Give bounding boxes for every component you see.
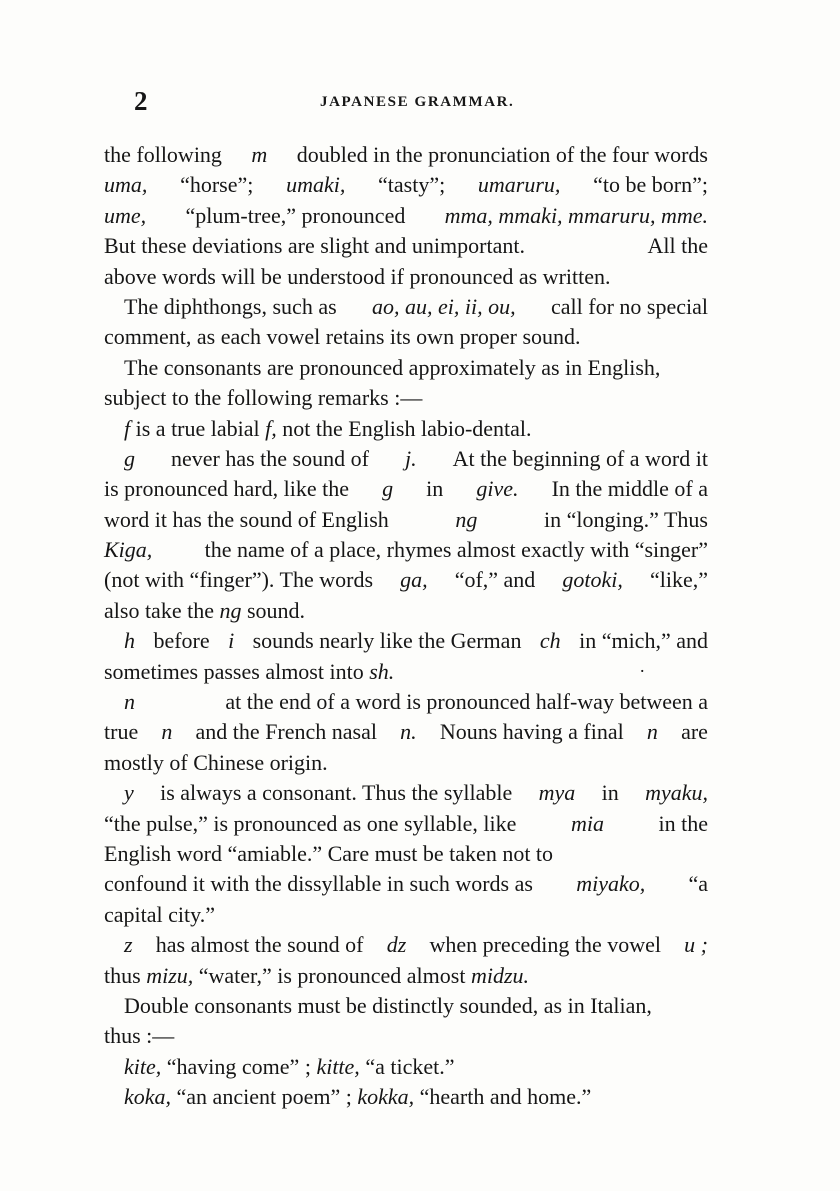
- italic-term: mya: [538, 780, 576, 806]
- text-segment: when preceding the vowel: [429, 932, 661, 958]
- text-line: [104, 505, 708, 535]
- text-line: [104, 991, 708, 1021]
- text-line: [104, 626, 708, 656]
- italic-term: j.: [404, 445, 417, 471]
- text-segment: not the English labio-dental.: [276, 415, 532, 441]
- italic-term: y: [124, 780, 134, 806]
- italic-term: kite,: [124, 1053, 162, 1079]
- italic-term: f,: [265, 415, 277, 441]
- italic-term: ga,: [400, 567, 428, 593]
- text-segment: mostly of Chinese origin.: [104, 749, 328, 775]
- text-segment: is a true labial: [130, 415, 266, 441]
- text-segment: At the beginning of a word it: [452, 445, 708, 471]
- text-segment: thus: [104, 962, 147, 988]
- text-line: [104, 961, 708, 991]
- italic-term: Kiga,: [104, 537, 153, 563]
- text-segment: never has the sound of: [171, 445, 369, 471]
- text-segment: call for no special: [550, 293, 708, 319]
- text-segment: at the end of a word is pronounced half-way between a: [225, 689, 708, 715]
- text-segment: above words will be understood if pronounced as written.: [104, 263, 611, 289]
- italic-term: myaku,: [645, 780, 708, 806]
- text-segment: “having come” ;: [161, 1053, 317, 1079]
- text-segment: “tasty”;: [378, 172, 446, 198]
- text-line: [104, 1082, 708, 1112]
- text-line: [104, 657, 708, 687]
- italic-term: umaruru,: [477, 172, 561, 198]
- text-segment: word it has the sound of English: [104, 506, 389, 532]
- text-segment: thus :—: [104, 1023, 175, 1049]
- text-line: [104, 717, 708, 747]
- text-line: [104, 444, 708, 474]
- text-line: [104, 778, 708, 808]
- text-line: [104, 140, 708, 170]
- text-segment: “of,” and: [454, 567, 536, 593]
- italic-term: ng: [455, 506, 478, 532]
- text-segment: and the French nasal: [195, 719, 377, 745]
- text-segment: sounds nearly like the German: [252, 628, 522, 654]
- italic-term: miyako,: [576, 871, 646, 897]
- text-segment: confound it with the dissyllable in such words as: [104, 871, 533, 897]
- text-segment: are: [681, 719, 708, 745]
- running-head: JAPANESE GRAMMAR.: [320, 94, 515, 110]
- body-text: [104, 140, 708, 1113]
- text-line: [104, 322, 708, 352]
- text-segment: “a: [688, 871, 708, 897]
- text-line: [104, 353, 708, 383]
- text-segment: “the pulse,” is pronounced as one syllable, like: [104, 810, 517, 836]
- text-line: [104, 414, 708, 444]
- text-line: [104, 383, 708, 413]
- text-segment: In the middle of a: [551, 476, 708, 502]
- italic-term: umaki,: [286, 172, 346, 198]
- text-line: [104, 687, 708, 717]
- text-segment: The consonants are pronounced approximately as in English,: [124, 354, 661, 380]
- text-segment: is always a consonant. Thus the syllable: [160, 780, 513, 806]
- text-segment: true: [104, 719, 139, 745]
- italic-term: koka,: [124, 1084, 172, 1110]
- italic-term: f: [124, 415, 131, 441]
- text-segment: capital city.”: [104, 901, 215, 927]
- text-segment: in: [426, 476, 444, 502]
- italic-term: n: [124, 689, 135, 715]
- text-line: [104, 170, 708, 200]
- text-line: [104, 839, 708, 869]
- italic-term: n.: [400, 719, 417, 745]
- text-segment: in the: [658, 810, 708, 836]
- text-segment: “like,”: [649, 567, 708, 593]
- italic-term: ume,: [104, 202, 147, 228]
- italic-term: m: [251, 142, 268, 167]
- text-segment: sometimes passes almost into: [104, 658, 370, 684]
- italic-term: mizu,: [146, 962, 194, 988]
- text-segment: “plum-tree,” pronounced: [185, 202, 406, 228]
- text-segment: doubled in the pronunciation of the four words: [296, 142, 708, 167]
- text-segment: in: [601, 780, 619, 806]
- text-line: [104, 930, 708, 960]
- text-line: [104, 201, 708, 231]
- text-line: [104, 292, 708, 322]
- italic-term: i: [228, 628, 235, 654]
- text-segment: subject to the following remarks :—: [104, 385, 423, 411]
- text-segment: comment, as each vowel retains its own proper sound.: [104, 324, 581, 350]
- text-segment: English word “amiable.” Care must be taken not to: [104, 840, 554, 866]
- text-segment: the name of a place, rhymes almost exactly with “singer”: [204, 537, 708, 563]
- text-line: [104, 474, 708, 504]
- italic-term: dz: [386, 932, 407, 958]
- text-segment: has almost the sound of: [155, 932, 364, 958]
- text-line: [104, 1052, 708, 1082]
- italic-term: mma, mmaki, mmaruru, mme.: [444, 202, 708, 228]
- text-segment: The diphthongs, such as: [124, 293, 337, 319]
- italic-term: h: [124, 628, 135, 654]
- italic-term: mia: [570, 810, 604, 836]
- text-segment: Double consonants must be distinctly sounded, as in Italian,: [124, 992, 652, 1018]
- italic-term: kokka,: [357, 1084, 415, 1110]
- text-line: [104, 231, 708, 261]
- text-segment: the following: [104, 142, 222, 167]
- italic-term: g: [382, 476, 394, 502]
- italic-term: midzu.: [470, 962, 530, 988]
- italic-term: u ;: [684, 932, 708, 958]
- text-segment: But these deviations are slight and unimportant.: [104, 233, 525, 259]
- text-segment: (not with “finger”). The words: [104, 567, 374, 593]
- italic-term: give.: [476, 476, 519, 502]
- text-segment: in “longing.” Thus: [544, 506, 708, 532]
- italic-term: n: [646, 719, 658, 745]
- page-number: 2: [134, 86, 148, 116]
- text-segment: also take the: [104, 597, 220, 623]
- text-segment: “a ticket.”: [359, 1053, 455, 1079]
- italic-term: kitte,: [316, 1053, 360, 1079]
- text-segment: sound.: [241, 597, 306, 623]
- italic-term: n: [161, 719, 173, 745]
- italic-term: sh.: [369, 658, 395, 684]
- text-line: [104, 565, 708, 595]
- page-header: [134, 86, 734, 116]
- italic-term: ao, au, ei, ii, ou,: [372, 293, 516, 319]
- text-line: [104, 596, 708, 626]
- italic-term: gotoki,: [562, 567, 623, 593]
- text-line: [104, 869, 708, 899]
- italic-term: ch: [539, 628, 561, 654]
- text-segment: Nouns having a final: [439, 719, 624, 745]
- text-segment: “horse”;: [180, 172, 254, 198]
- text-segment: All the: [647, 233, 708, 259]
- text-segment: “water,” is pronounced almost: [193, 962, 471, 988]
- text-line: [104, 900, 708, 930]
- italic-term: z: [124, 932, 133, 958]
- text-line: [104, 748, 708, 778]
- text-segment: “hearth and home.”: [414, 1084, 592, 1110]
- text-line: [104, 262, 708, 292]
- text-line: [104, 535, 708, 565]
- italic-term: uma,: [104, 172, 148, 198]
- stray-mark: .: [640, 656, 645, 676]
- italic-term: ng: [219, 597, 242, 623]
- text-segment: in “mich,” and: [579, 628, 708, 654]
- italic-term: g: [124, 445, 135, 471]
- text-segment: before: [153, 628, 210, 654]
- text-line: [104, 1021, 708, 1051]
- text-segment: “an ancient poem” ;: [171, 1084, 358, 1110]
- text-line: [104, 809, 708, 839]
- text-segment: is pronounced hard, like the: [104, 476, 349, 502]
- text-segment: “to be born”;: [593, 172, 708, 198]
